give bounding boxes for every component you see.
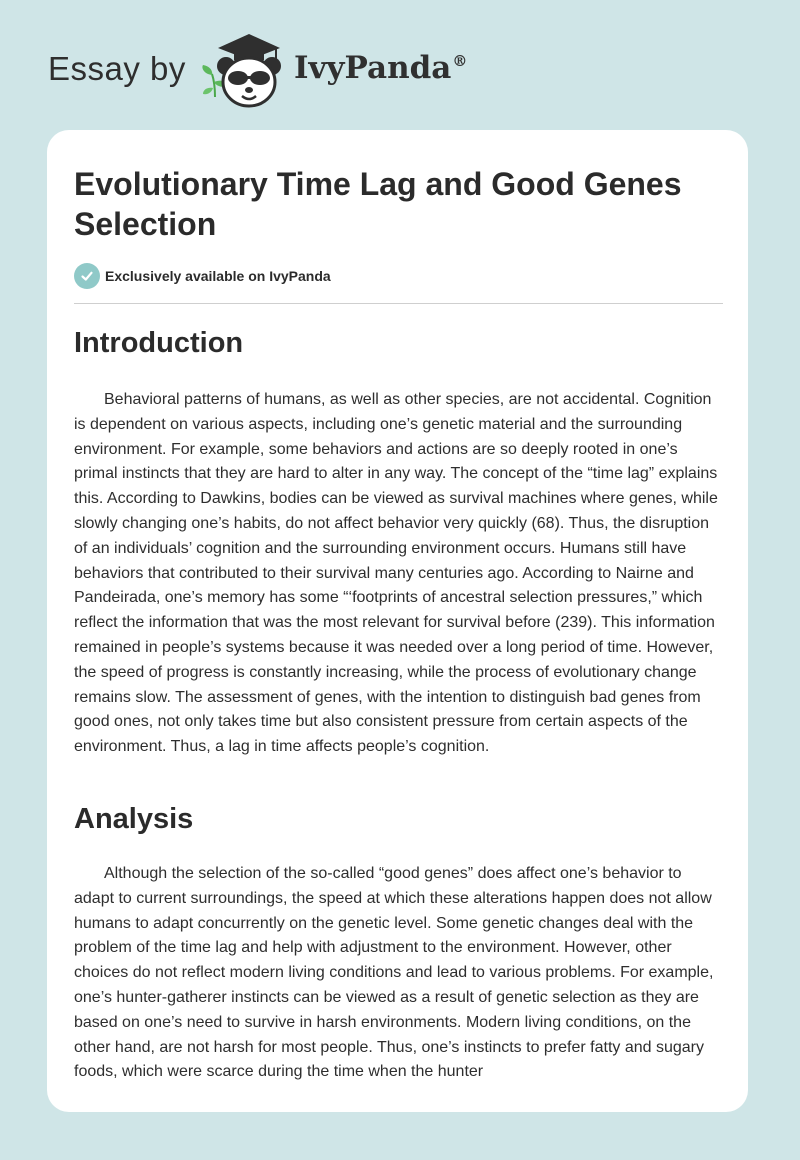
registered-mark: ®: [452, 52, 468, 70]
essay-card: [47, 130, 748, 1112]
divider: [74, 303, 723, 304]
essay-by-label: Essay by: [48, 50, 186, 87]
brand-name: IvyPanda®: [294, 50, 468, 86]
panda-logo-icon: [206, 30, 292, 110]
section-heading-analysis: Analysis: [74, 803, 194, 835]
checkmark-icon: [74, 263, 100, 289]
brand-header: [48, 28, 508, 112]
exclusive-badge: [74, 263, 331, 289]
section-heading-introduction: Introduction: [74, 327, 244, 359]
essay-title: Evolutionary Time Lag and Good Genes Selection: [74, 166, 682, 242]
section-text-analysis: Although the selection of the so-called “good genes” does affect one’s behavior to adapt to current surroundings, the speed at which these alterations happen does not allow humans to adapt concurrently on the genetic level. Some genetic changes deal with the problem of the time lag and help with adjustment to the environment. However, other choices do not reflect modern living conditions and lead to various problems. For example, one’s hunter-gatherer instincts can be viewed as a result of genetic selection as they are based on one’s need to survive in harsh environments. Modern living conditions, on the other hand, are not harsh for most people. Thus, one’s instincts to prefer fatty and sugary foods, which were scarce during the time when the hunter: [74, 865, 714, 1081]
badge-text: Exclusively available on IvyPanda: [105, 268, 331, 284]
section-text-introduction: Behavioral patterns of humans, as well as other species, are not accidental. Cognition is dependent on various aspects, including one’s genetic material and the surrounding environment. For example, some behaviors and actions are so deeply rooted in one’s primal instincts that they are hard to alter in any way. The concept of the “time lag” explains this. According to Dawkins, bodies can be viewed as survival machines where genes, while slowly changing one’s habits, do not affect behavior very quickly (68). Thus, the disruption of an individuals’ cognition and the surrounding environment occurs. Humans still have behaviors that contributed to their survival many centuries ago. According to Nairne and Pandeirada, one’s memory has some “‘footprints of ancestral selection pressures,” which reflect the information that was the most relevant for survival before (239). This information remained in people’s systems because it was needed over a long period of time. However, the speed of progress is constantly increasing, while the process of evolutionary change remains slow. The assessment of genes, with the intention to distinguish bad genes from good ones, not only takes time but also consistent pressure from certain aspects of the environment. Thus, a lag in time affects people’s cognition.: [74, 391, 718, 756]
